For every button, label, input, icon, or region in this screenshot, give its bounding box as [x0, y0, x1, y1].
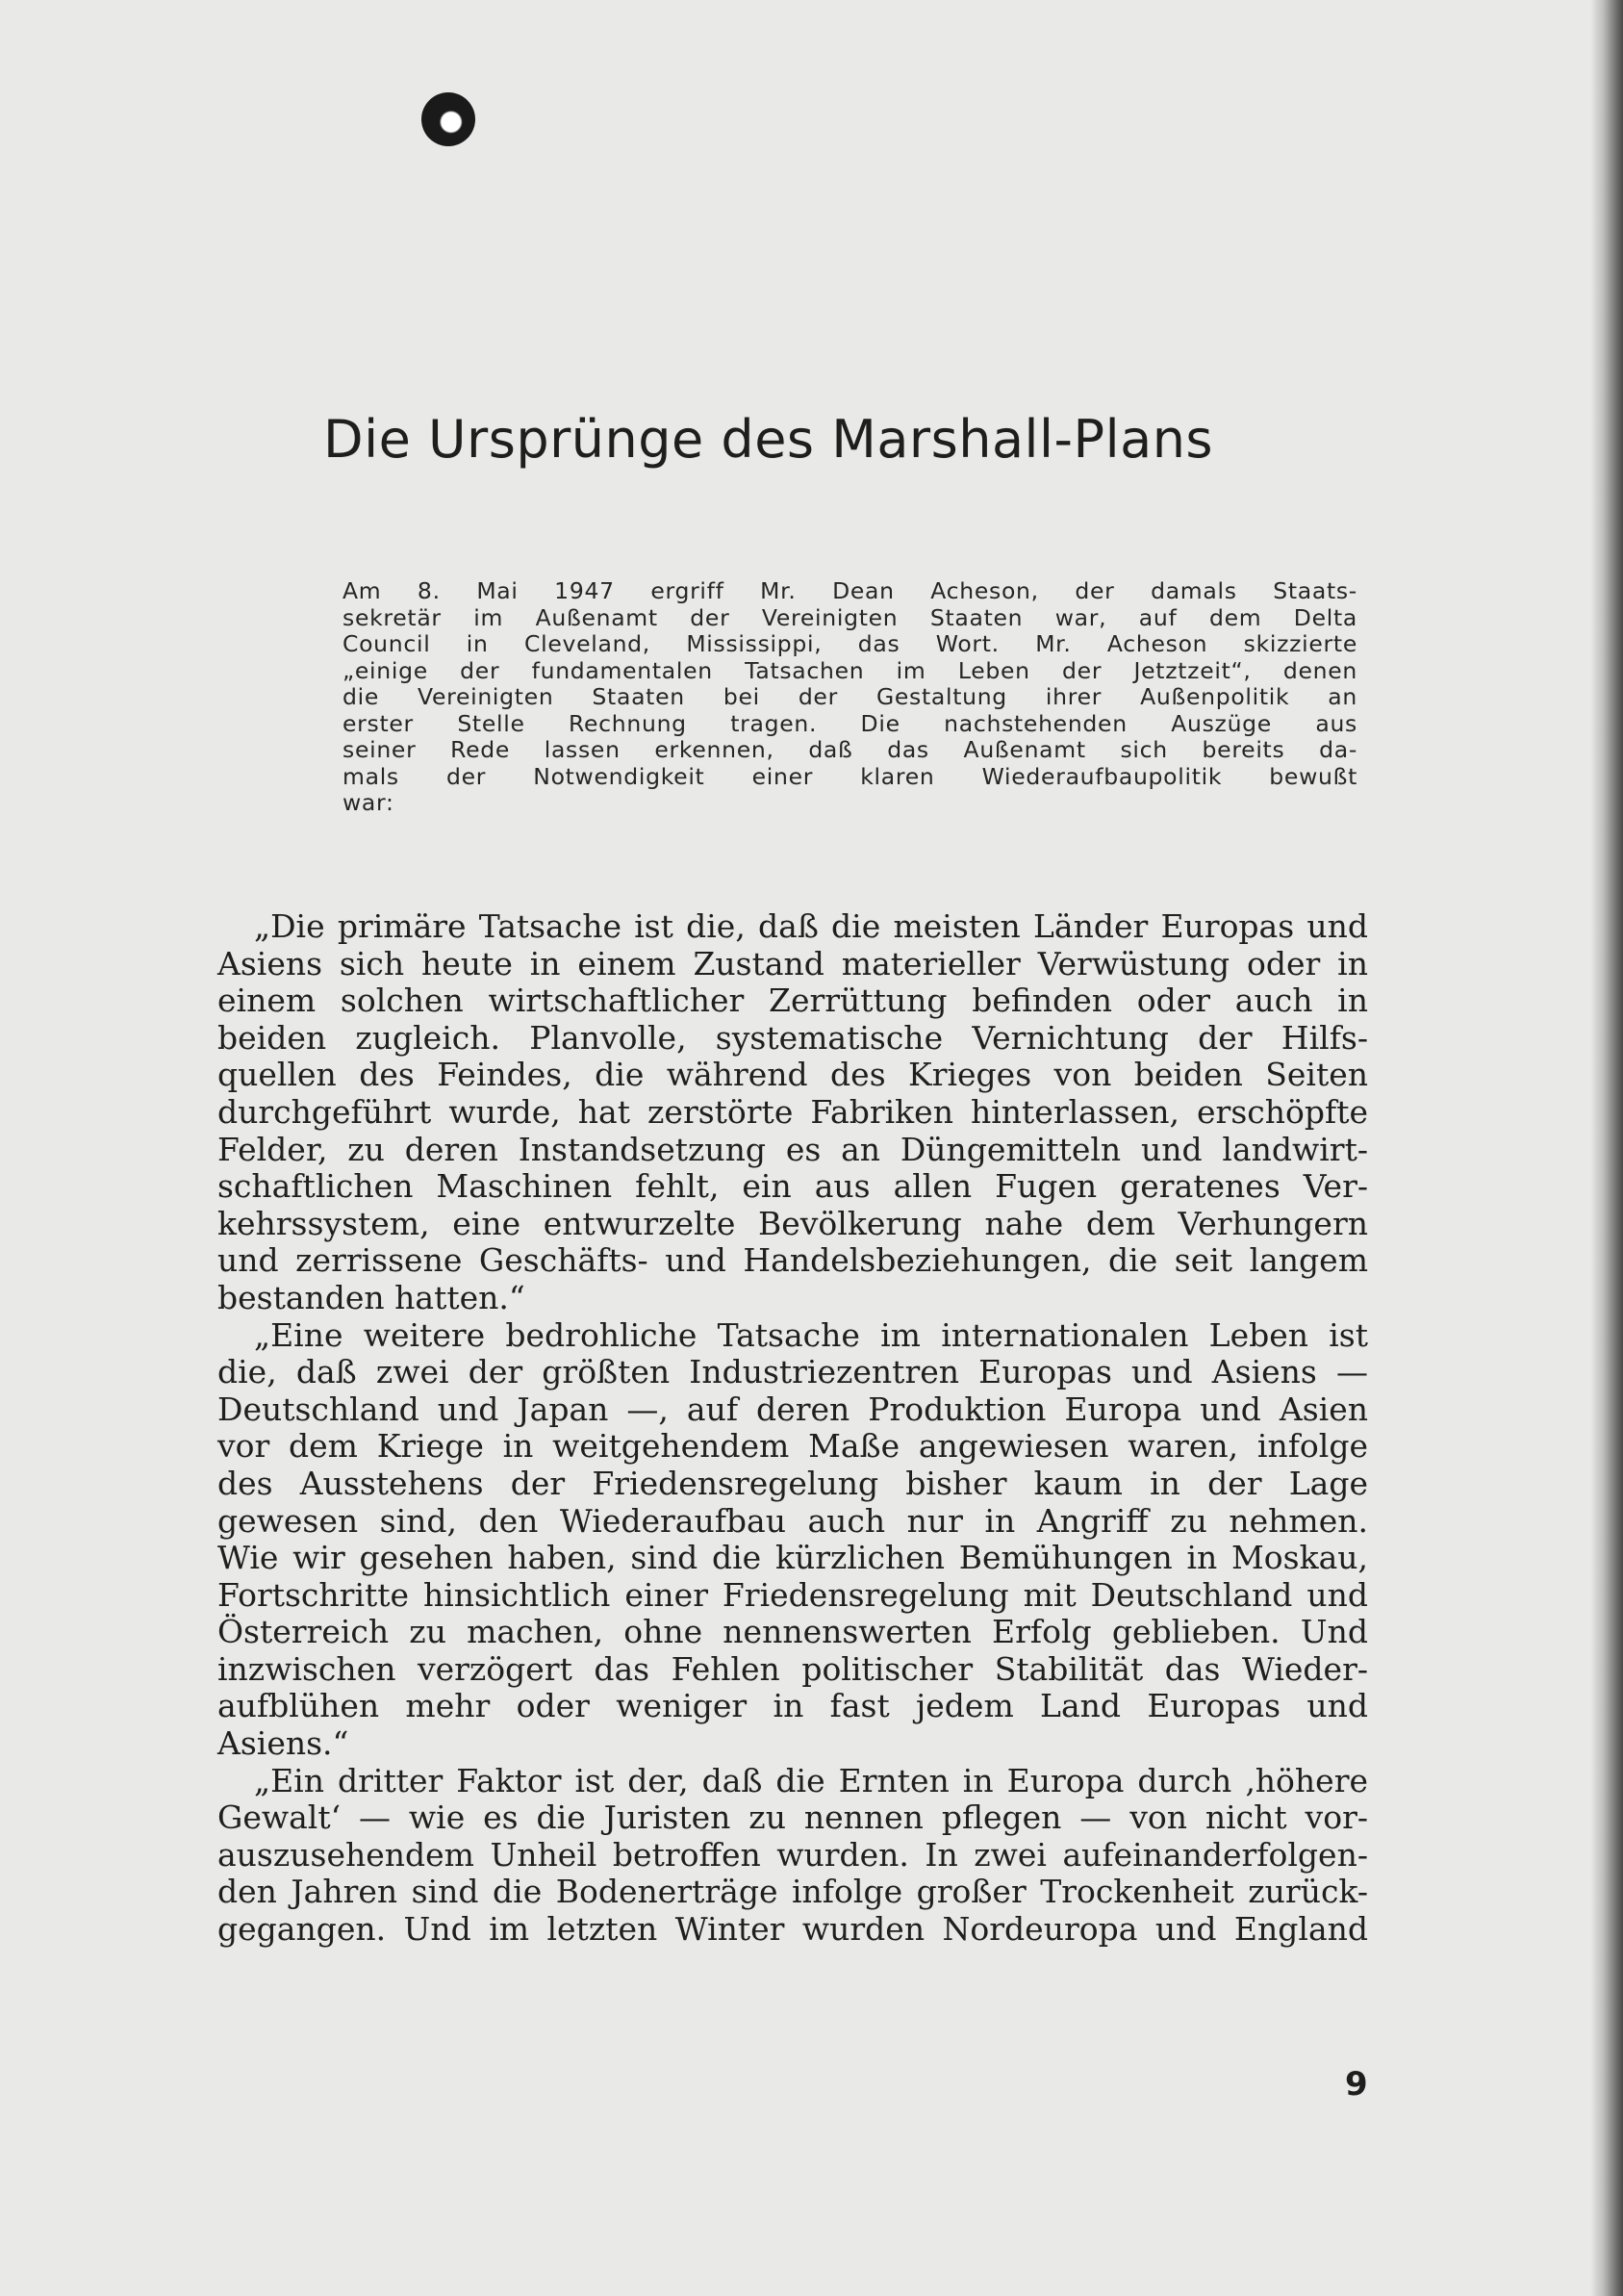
- body-line: Fortschritte hinsichtlich einer Friedensregelung mit Deutschland und: [217, 1575, 1368, 1614]
- body-line: des Ausstehens der Friedensregelung bisher kaum in der Lage: [217, 1464, 1368, 1502]
- quotation-text: [217, 908, 1368, 1949]
- body-line: inzwischen verzögert das Fehlen politischer Stabilität das Wieder-: [217, 1649, 1368, 1688]
- body-line: auszusehendem Unheil betroffen wurden. In zwei aufeinanderfolgen-: [217, 1835, 1368, 1874]
- intro-line: sekretär im Außenamt der Vereinigten Staaten war, auf dem Delta: [342, 603, 1357, 631]
- intro-line: Am 8. Mai 1947 ergriff Mr. Dean Acheson, der damals Staats-: [342, 577, 1357, 604]
- body-line: gegangen. Und im letzten Winter wurden Nordeuropa und England: [217, 1910, 1368, 1949]
- body-line: Asiens.“: [217, 1724, 349, 1763]
- body-line: Deutschland und Japan —, auf deren Produktion Europa und Asien: [217, 1390, 1368, 1428]
- body-line: Österreich zu machen, ohne nennenswerten Erfolg geblieben. Und: [217, 1613, 1368, 1651]
- body-line: Felder, zu deren Instandsetzung es an Düngemitteln und landwirt-: [217, 1130, 1368, 1168]
- body-line: quellen des Feindes, die während des Krieges von beiden Seiten: [217, 1056, 1368, 1094]
- body-line: durchgeführt wurde, hat zerstörte Fabriken hinterlassen, erschöpfte: [217, 1092, 1368, 1131]
- body-line: aufblühen mehr oder weniger in fast jedem Land Europas und: [217, 1687, 1368, 1725]
- page-title: Die Ursprünge des Marshall-Plans: [323, 409, 1214, 470]
- body-line: Asiens sich heute in einem Zustand materieller Verwüstung oder in: [217, 944, 1368, 982]
- intro-line: die Vereinigten Staaten bei der Gestaltung ihrer Außenpolitik an: [342, 683, 1357, 710]
- intro-line: mals der Notwendigkeit einer klaren Wiederaufbaupolitik bewußt: [342, 762, 1357, 790]
- page-edge-shadow: [1590, 0, 1623, 2296]
- body-line: Wie wir gesehen haben, sind die kürzlichen Bemühungen in Moskau,: [217, 1539, 1368, 1577]
- intro-paragraph: [342, 578, 1357, 817]
- body-line: die, daß zwei der größten Industriezentren Europas und Asiens —: [217, 1353, 1368, 1391]
- punch-hole: [421, 92, 475, 146]
- body-line: kehrssystem, eine entwurzelte Bevölkerung nahe dem Verhungern: [217, 1204, 1368, 1242]
- intro-line: Council in Cleveland, Mississippi, das Wort. Mr. Acheson skizzierte: [342, 630, 1357, 657]
- body-line: Gewalt‘ — wie es die Juristen zu nennen pflegen — von nicht vor-: [217, 1799, 1368, 1837]
- body-line: „Die primäre Tatsache ist die, daß die meisten Länder Europas und: [254, 907, 1368, 945]
- body-line: den Jahren sind die Bodenerträge infolge großer Trockenheit zurück-: [217, 1873, 1368, 1911]
- body-line: bestanden hatten.“: [217, 1278, 525, 1316]
- intro-line: war:: [342, 789, 394, 816]
- intro-line: „einige der fundamentalen Tatsachen im Leben der Jetztzeit“, denen: [342, 656, 1357, 684]
- body-line: „Ein dritter Faktor ist der, daß die Ernten in Europa durch ‚höhere: [254, 1761, 1368, 1799]
- intro-line: erster Stelle Rechnung tragen. Die nachstehenden Auszüge aus: [342, 709, 1357, 737]
- body-line: schaftlichen Maschinen fehlt, ein aus allen Fugen geratenes Ver-: [217, 1167, 1368, 1206]
- body-line: beiden zugleich. Planvolle, systematische Vernichtung der Hilfs-: [217, 1018, 1368, 1057]
- body-line: und zerrissene Geschäfts- und Handelsbeziehungen, die seit langem: [217, 1241, 1368, 1280]
- intro-line: seiner Rede lassen erkennen, daß das Außenamt sich bereits da-: [342, 736, 1357, 763]
- body-line: gewesen sind, den Wiederaufbau auch nur in Angriff zu nehmen.: [217, 1501, 1368, 1540]
- page-number: 9: [1345, 2065, 1368, 2104]
- body-line: einem solchen wirtschaftlicher Zerrüttung befinden oder auch in: [217, 982, 1368, 1020]
- body-line: vor dem Kriege in weitgehendem Maße angewiesen waren, infolge: [217, 1427, 1368, 1466]
- body-line: „Eine weitere bedrohliche Tatsache im internationalen Leben ist: [254, 1315, 1368, 1354]
